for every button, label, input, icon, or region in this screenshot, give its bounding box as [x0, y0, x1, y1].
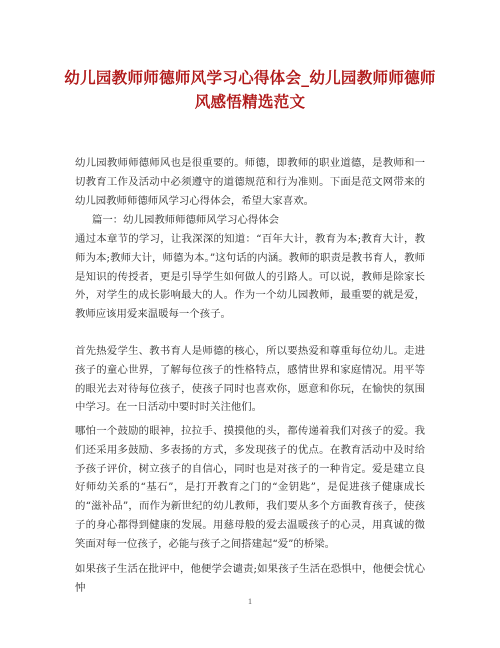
body-paragraph: 哪怕一个鼓励的眼神，拉拉手、摸摸他的头，都传递着我们对孩子的爱。我们还采用多鼓励、多表扬的方式，多发现孩子的优点。在教育活动中及时给予孩子评价，树立孩子的自信心，同时也是对孩子的一种肯定。爱是建立良好师幼关系的“基石”，是打开教育之门的“金钥匙”，是促进孩子健康成长的“滋补品”，而作为新世纪的幼儿教师，我们要从多个方面教育孩子，使孩子的身心都得到健康的发展。用慈母般的爱去温暖孩子的心灵，用真诚的微笑面对每一位孩子，必能与孩子之间搭建起“爱”的桥梁。 — [75, 425, 425, 550]
body-paragraph: 如果孩子生活在批评中，他便学会谴责;如果孩子生活在恐惧中，他便会忧心忡 — [75, 563, 425, 594]
page-number: 1 — [248, 597, 252, 606]
intro-paragraph: 幼儿园教师师德师风也是很重要的。师德，即教师的职业道德，是教师和一切教育工作及活动中必须遵守的道德规范和行为准则。下面是范文网带来的幼儿园教师师德师风学习心得体会，希望大家喜欢。 — [75, 157, 425, 207]
body-paragraph: 通过本章节的学习，让我深深的知道：“百年大计，教育为本;教育大计，教师为本;教师大计，师德为本。”这句话的内涵。教师的职责是教书育人，教师是知识的传授者，更是引导学生如何做人的引路人。可以说，教师是除家长外，对学生的成长影响最大的人。作为一个幼儿园教师，最重要的就是爱，教师应该用爱来温暖每一个孩子。 — [75, 233, 425, 321]
body-paragraph: 首先热爱学生、教书育人是师德的核心，所以要热爱和尊重每位幼儿。走进孩子的童心世界，了解每位孩子的性格特点，感情世界和家庭情况。用平等的眼光去对待每位孩子，使孩子同时也喜欢你，愿意和你玩，在愉快的氛围中学习。在一日活动中要时时关注他们。 — [75, 345, 425, 414]
section-heading: 篇一：幼儿园教师师德师风学习心得体会 — [92, 214, 280, 226]
document-title: 幼儿园教师师德师风学习心得体会_幼儿园教师师德师风感悟精选范文 — [64, 68, 436, 111]
